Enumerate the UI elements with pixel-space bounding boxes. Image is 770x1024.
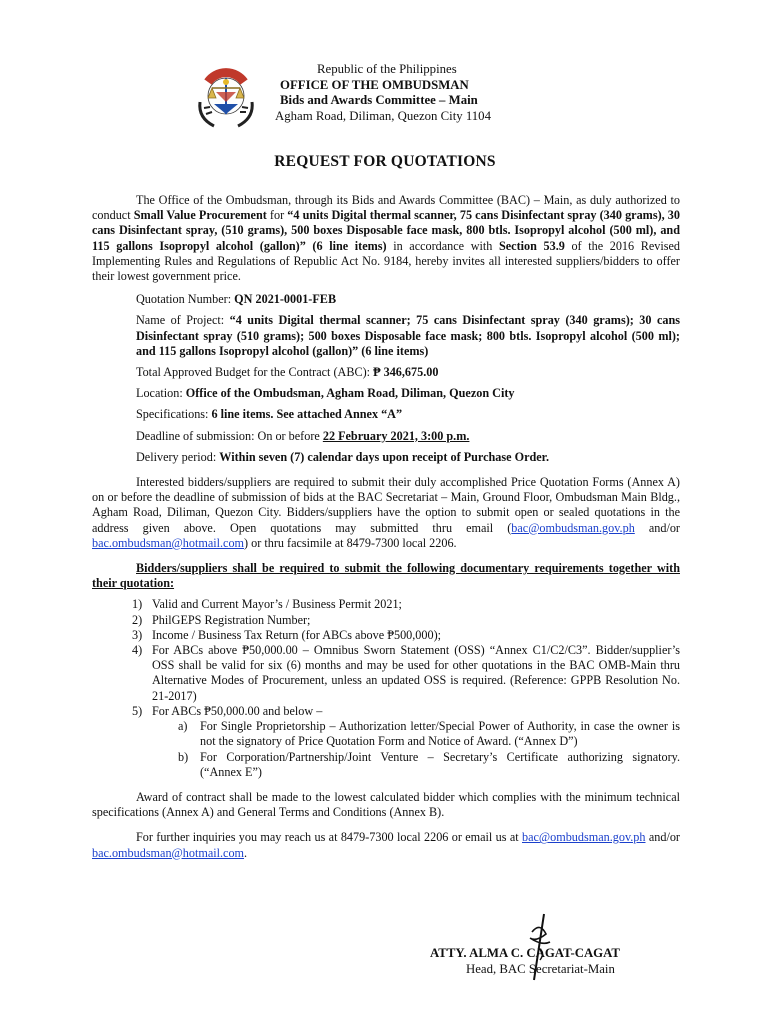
requirements-heading: Bidders/suppliers shall be required to submit the following documentary requirements together with their quotation: (92, 561, 680, 591)
requirement-subitem (178, 719, 680, 749)
requirement-text: PhilGEPS Registration Number; (152, 612, 311, 627)
location-field: Location: Office of the Ombudsman, Agham Road, Diliman, Quezon City (136, 386, 515, 401)
inquiries-paragraph: For further inquiries you may reach us at 8479-7300 local 2206 or email us at bac@ombudsman.gov.ph and/or bac.ombudsman@hotmail.com. (92, 830, 680, 860)
requirement-text: For ABCs above ₱50,000.00 – Omnibus Sworn Statement (OSS) “Annex C1/C2/C3”. Bidder/supplier’s OSS shall be valid for six (6) months and may be used for other quotations in the BAC OMB-Main thru Alternative Modes of Procurement, unless an updated OSS is required. (Reference: GPPB Resolution No. 21-2017) (152, 643, 680, 703)
quotation-number-field: Quotation Number: QN 2021-0001-FEB (136, 292, 337, 307)
letterhead-republic: Republic of the Philippines (317, 62, 457, 76)
signatory-role: Head, BAC Secretariat-Main (466, 961, 615, 976)
requirement-item (132, 703, 680, 780)
email-link-bac[interactable]: bac@ombudsman.gov.ph (511, 520, 635, 535)
intro-paragraph: The Office of the Ombudsman, through its Bids and Awards Committee (BAC) – Main, as duly authorized to conduct Small Value Procurement for “4 units Digital thermal scanner, 75 cans Disinfectant spray (340 grams), 30 cans Disinfectant spray, (510 grams), 500 boxes Disposable face mask, 800 btls. Isopropyl alcohol (500 ml), and 115 gallons Isopropyl alcohol (gallon)” (6 line items) in accordance with Section 53.9 of the 2016 Revised Implementing Rules and Regulations of Republic Act No. 9184, hereby invites all interested suppliers/bidders to offer their lowest government price. (92, 193, 680, 284)
abc-field: Total Approved Budget for the Contract (ABC): ₱ 346,675.00 (136, 365, 439, 380)
requirement-text: Valid and Current Mayor’s / Business Permit 2021; (152, 597, 402, 612)
letterhead-address: Agham Road, Diliman, Quezon City 1104 (275, 108, 491, 123)
project-name-field: Name of Project: “4 units Digital thermal scanner; 75 cans Disinfectant spray (340 grams); 30 cans Disinfectant spray (510 grams); 500 boxes Disposable face mask; 800 btls. Isopropyl alcohol (500 ml); and 115 gallons Isopropyl alcohol (gallon)” (6 line items) (136, 313, 680, 358)
specifications-field: Specifications: 6 line items. See attached Annex “A” (136, 407, 403, 422)
award-paragraph: Award of contract shall be made to the lowest calculated bidder which complies with the minimum technical specifications (Annex A) and General Terms and Conditions (Annex B). (92, 789, 680, 820)
deadline-field: Deadline of submission: On or before 22 February 2021, 3:00 p.m. (136, 428, 470, 443)
requirement-subitem-text: For Corporation/Partnership/Joint Venture – Secretary’s Certificate authorizing signatory. (“Annex E”) (200, 749, 680, 779)
requirement-item (132, 612, 680, 628)
letterhead (275, 62, 575, 124)
submission-paragraph: Interested bidders/suppliers are required to submit their duly accomplished Price Quotation Forms (Annex A) on or before the deadline of submission of bids at the BAC Secretariat – Main, Ground Floor, Ombudsman Main Bldg., Agham Road, Diliman, Quezon City. Bidders/suppliers have the option to submit open or sealed quotations in the address given above. Open quotations may submitted thru email (bac@ombudsman.gov.ph and/or bac.ombudsman@hotmail.com) or thru facsimile at 8479-7300 local 2206. (92, 475, 680, 550)
requirement-item (132, 597, 680, 612)
requirement-number: 1) (132, 597, 143, 612)
inquiry-email-link-hotmail[interactable]: bac.ombudsman@hotmail.com (92, 845, 245, 860)
requirement-subitem-letter: a) (178, 719, 188, 734)
requirement-number: 4) (132, 643, 143, 658)
delivery-period-field: Delivery period: Within seven (7) calendar days upon receipt of Purchase Order. (136, 449, 550, 464)
email-link-hotmail[interactable]: bac.ombudsman@hotmail.com (92, 535, 245, 550)
signature-block (430, 946, 690, 977)
requirement-number: 5) (132, 703, 143, 718)
requirement-text: Income / Business Tax Return (for ABCs above ₱500,000); (152, 627, 442, 642)
requirement-item (132, 643, 680, 704)
requirement-number: 2) (132, 612, 143, 627)
requirements-list (92, 597, 680, 779)
requirement-subitem (178, 749, 680, 780)
requirement-subitem-text: For Single Proprietorship – Authorization letter/Special Power of Authority, in case the owner is not the signatory of Price Quotation Form and Notice of Award. (“Annex D”) (200, 719, 680, 749)
document-body (92, 193, 680, 861)
signatory-name: ATTY. ALMA C. CAGAT-CAGAT (430, 946, 620, 960)
requirement-subitem-letter: b) (178, 749, 189, 764)
letterhead-committee: Bids and Awards Committee – Main (280, 93, 478, 107)
document-title: REQUEST FOR QUOTATIONS (274, 153, 496, 170)
ombudsman-seal-logo (186, 52, 266, 132)
requirement-sublist (152, 719, 680, 780)
requirement-item (132, 627, 680, 643)
requirement-text: For ABCs ₱50,000.00 and below – (152, 703, 323, 718)
requirement-number: 3) (132, 627, 143, 642)
inquiry-email-link-bac[interactable]: bac@ombudsman.gov.ph (522, 830, 646, 845)
letterhead-office: OFFICE OF THE OMBUDSMAN (280, 77, 469, 92)
